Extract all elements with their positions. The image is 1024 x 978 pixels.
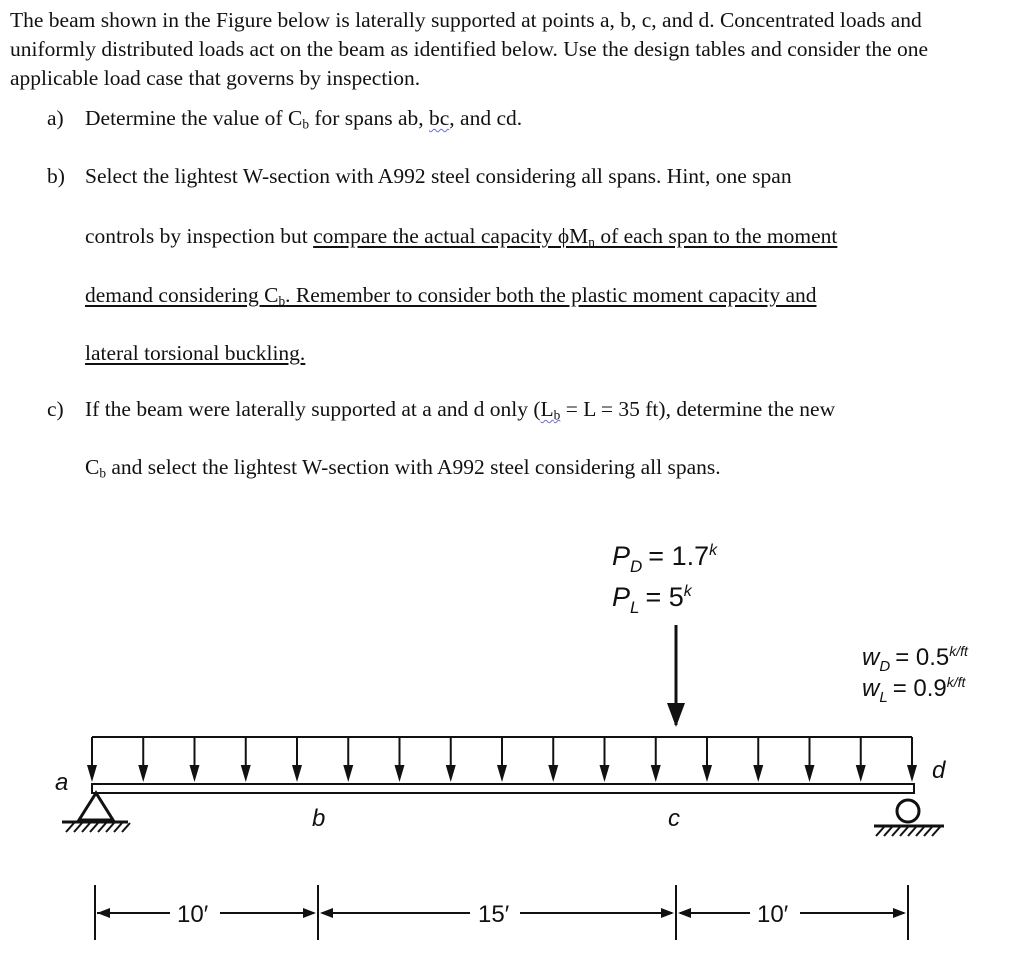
part-c-label: c): [47, 397, 64, 421]
problem-intro: The beam shown in the Figure below is laterally supported at points a, b, c, and d. Concentrated loads and uniformly distributed loads act on the beam as identified below. Use the design tables and consider the one applicable load case that governs by inspection.: [10, 8, 929, 90]
span-cd-label: 10′: [757, 901, 789, 928]
distributed-load-arrowhead: [138, 765, 148, 782]
part-b-line-3: demand considering $C_b$. Remember to consider both the plastic moment capacity and: [85, 283, 817, 309]
roller-support-d: [874, 800, 944, 836]
point-d-label: d: [932, 757, 946, 784]
distributed-load-arrowhead: [292, 765, 302, 782]
part-b-line-2: controls by inspection but compare the actual capacity $\phi M_n$ of each span to the moment: [85, 224, 838, 250]
distributed-load-arrowhead: [651, 765, 661, 782]
distributed-load-arrowhead: [87, 765, 97, 782]
distributed-load-arrowhead: [856, 765, 866, 782]
distributed-load-arrowhead: [600, 765, 610, 782]
distributed-load-arrowhead: [548, 765, 558, 782]
part-a-text: Determine the value of $C_b$ for spans ab, bc, and cd.: [85, 106, 523, 132]
distributed-load-arrows: [87, 737, 917, 782]
span-bc-label: 15′: [478, 901, 510, 928]
wl-label: $w_L = 0.9^{k/ft}$: [862, 674, 966, 706]
distributed-load-arrowhead: [805, 765, 815, 782]
distributed-load-arrowhead: [702, 765, 712, 782]
part-c-line-2: $C_b$ and select the lightest W-section with A992 steel considering all spans.: [85, 455, 721, 481]
distributed-load-arrowhead: [497, 765, 507, 782]
part-b-line-4: lateral torsional buckling.: [85, 341, 306, 365]
point-b-label: b: [312, 805, 326, 832]
distributed-load-arrowhead: [241, 765, 251, 782]
point-c-label: c: [668, 805, 680, 832]
pd-label: $P_D = 1.7^k$: [612, 541, 718, 576]
part-b-line-1: Select the lightest W-section with A992 steel considering all spans. Hint, one span: [85, 164, 792, 188]
pl-label: $P_L = 5^k$: [612, 582, 692, 617]
part-b-label: b): [47, 164, 65, 188]
part-a-label: a): [47, 106, 64, 130]
distributed-load-arrowhead: [753, 765, 763, 782]
point-a-label: a: [55, 769, 69, 796]
pin-support-a: [62, 793, 130, 832]
span-ab-label: 10′: [177, 901, 209, 928]
distributed-load-arrowhead: [446, 765, 456, 782]
distributed-load-arrowhead: [395, 765, 405, 782]
wd-label: $w_D = 0.5^{k/ft}$: [862, 643, 968, 675]
distributed-load-arrowhead: [907, 765, 917, 782]
distributed-load-label: [862, 643, 969, 706]
distributed-load-arrowhead: [190, 765, 200, 782]
beam: [92, 784, 914, 793]
point-load-arrowhead: [667, 703, 685, 727]
distributed-load-arrowhead: [343, 765, 353, 782]
part-c-line-1: If the beam were laterally supported at a and d only ($L_b = L = 35$ ft), determine the new: [85, 397, 836, 423]
point-load-label: [612, 541, 718, 617]
